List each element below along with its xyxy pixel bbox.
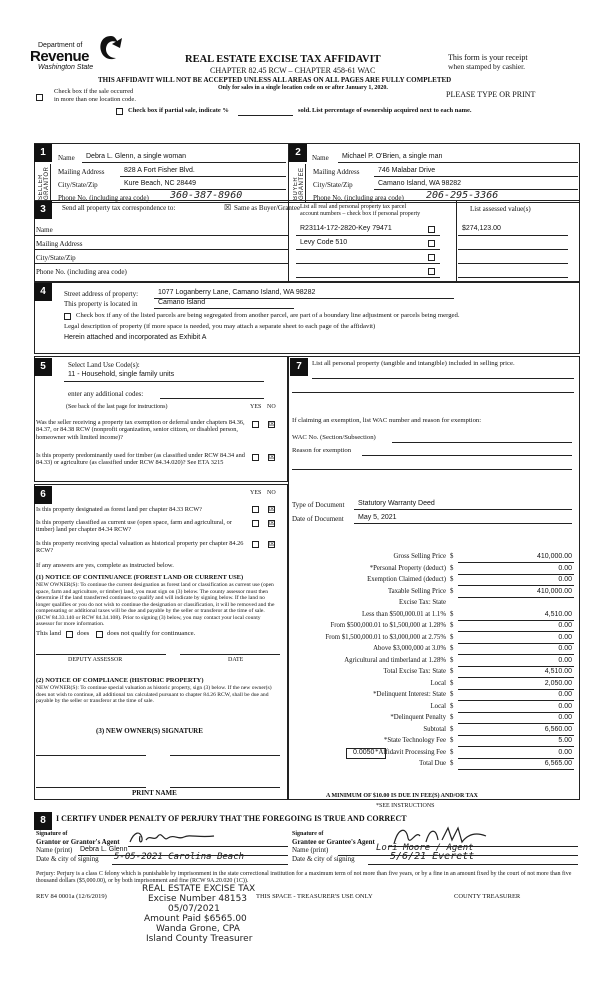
forest-question: Is this property designated as forest land per chapter 84.33 RCW?	[36, 506, 202, 513]
yes-header: YES	[250, 404, 262, 410]
no-header-6: NO	[267, 490, 276, 496]
tax-row-value[interactable]: 6,565.00	[544, 760, 572, 767]
tax-row-value[interactable]: 0.00	[558, 576, 572, 583]
tax-row-label: Less than $500,000.01 at 1.1%	[361, 610, 446, 618]
grantor-date-city[interactable]: 5-05-2021 Carolina Beach	[114, 852, 245, 862]
tax-row-label: *Affidavit Processing Fee	[375, 748, 446, 756]
exemption-claim-label: If claiming an exemption, list WAC number and reason for exemption:	[292, 417, 482, 424]
tax-row-currency: $	[450, 610, 454, 618]
located-in-label: This property is located in	[64, 300, 138, 308]
form-number: REV 84 0001a (12/6/2019)	[36, 893, 107, 900]
tax-row-label: Exemption Claimed (deduct)	[367, 576, 446, 583]
wac-label: WAC No. (Section/Subsection)	[292, 434, 376, 441]
tax-name-label: Name	[36, 226, 53, 234]
street-address-label: Street address of property:	[64, 290, 139, 298]
stamp-date: 05/07/2021	[168, 904, 220, 914]
stamp-treasurer-title: Island County Treasurer	[146, 934, 253, 944]
current-use-no-checkbox[interactable]: ☒	[269, 519, 276, 527]
grantor-date-label: Date & city of signing	[36, 855, 99, 863]
tax-row-value[interactable]: 0.00	[558, 748, 572, 756]
this-land-label: This land	[36, 630, 62, 637]
stamp-excise-number: Excise Number 48153	[148, 894, 248, 904]
tax-row-value[interactable]: 410,000.00	[536, 587, 572, 595]
tax-row-currency: $	[450, 622, 454, 629]
same-as-buyer-label: Same as Buyer/Grantee	[234, 204, 301, 212]
print-name-label: PRINT NAME	[132, 789, 177, 797]
section-5-number: 5	[34, 358, 52, 376]
personal-property-checkbox[interactable]	[428, 268, 435, 275]
section-7-number: 7	[290, 358, 308, 376]
partial-sale-label: Check box if partial sale, indicate %	[128, 107, 229, 114]
grantor-signature-label-2: Grantor or Grantor's Agent	[36, 838, 120, 846]
land-use-label: Select Land Use Code(s):	[68, 361, 140, 369]
tax-row-currency: $	[450, 714, 454, 721]
does-label: does	[77, 630, 90, 637]
same-as-buyer-checkbox[interactable]: ☒	[224, 203, 232, 212]
multi-location-checkbox[interactable]	[36, 94, 43, 101]
tax-row-value[interactable]: 0.00	[558, 564, 572, 572]
tax-row-label: Local	[430, 702, 446, 710]
partial-sale-sold: sold.	[298, 107, 311, 114]
tax-row-currency: $	[450, 760, 454, 767]
q1-yes-checkbox[interactable]	[252, 421, 259, 428]
land-does-not-checkbox[interactable]	[96, 631, 103, 638]
tax-phone-label: Phone No. (including area code)	[36, 268, 127, 276]
section-1-number: 1	[34, 144, 52, 162]
tax-row-label: From $500,000.01 to $1,500,000 at 1.28%	[330, 622, 446, 629]
tax-row-currency: $	[450, 737, 454, 744]
historic-yes-checkbox[interactable]	[252, 541, 259, 548]
seller-side-label: SELLER GRANTOR	[38, 166, 50, 200]
property-street-address[interactable]: 1077 Loganberry Lane, Camano Island, WA 98282	[158, 289, 316, 296]
buyer-phone[interactable]: 206-295-3366	[426, 190, 499, 201]
county-treasurer-label: COUNTY TREASURER	[454, 893, 521, 900]
tax-row-label: Total Due	[419, 760, 446, 767]
parcel-number[interactable]: Levy Code 510	[300, 239, 348, 246]
section-8-number: 8	[34, 812, 52, 830]
logo-state: Washington State	[38, 64, 94, 71]
continuance-body: NEW OWNER(S): To continue the current designation as forest land or classification as current use (open space, farm and agriculture, or timber) land, you must sign on (3) below. The county assessor must then determine if the land transferred continues to qualify and will indicate by signing below. If the land no longer qualifies or you do not wish to continue the designation or classification, it will be removed and the compensating or additional taxes will be due and payable by the seller or transferor at the time of sale. (RCW 84.33.140 or RCW 84.34.108). Prior to signing (3) below, you may contact your local county assessor for more information.	[36, 582, 275, 627]
tax-row-value[interactable]: 410,000.00	[536, 553, 572, 560]
historic-compliance-body: NEW OWNER(S): To continue special valuation as historic property, sign (3) below. If the new owner(s) does not wish to continue, all additional tax calculated pursuant to chapter 84.26 RCW, shall be due and payable by the seller or transferor at the time of sale.	[36, 685, 272, 704]
new-owner-signature-label: (3) NEW OWNER(S) SIGNATURE	[96, 727, 203, 735]
send-correspondence-label: Send all property tax correspondence to:	[62, 204, 176, 212]
form-title: REAL ESTATE EXCISE TAX AFFIDAVIT	[185, 54, 381, 65]
deputy-assessor-label: DEPUTY ASSESSOR	[68, 657, 123, 663]
parcel-number[interactable]: R23114-172-2820-Key 79471	[300, 225, 392, 232]
tax-row-value[interactable]: 5.00	[558, 737, 572, 744]
segregated-checkbox[interactable]	[64, 313, 71, 320]
single-location-note: Only for sales in a single location code on or after January 1, 2020.	[218, 85, 388, 91]
timber-question: Is this property predominantly used for timber (as classified under RCW 84.34 and 84.33) or agriculture (as classified under RCW 84.34.020)? See ETA 3215	[36, 452, 245, 467]
section-3-number: 3	[34, 201, 52, 219]
grantee-name[interactable]: Lori Moore / Agent	[376, 843, 474, 853]
local-rate-value[interactable]: 0.0050	[353, 749, 375, 756]
tax-row-label: *Delinquent Penalty	[390, 714, 446, 721]
historic-no-checkbox[interactable]: ☒	[269, 540, 276, 548]
tax-row-label: Agricultural and timberland at 1.28%	[344, 656, 446, 664]
seller-name[interactable]: Debra L. Glenn, a single woman	[86, 153, 186, 160]
tax-row-label: Subtotal	[423, 725, 446, 733]
q1-no-checkbox[interactable]: ☒	[269, 420, 276, 428]
tax-city-label: City/State/Zip	[36, 254, 76, 262]
form-chapter: CHAPTER 82.45 RCW – CHAPTER 458-61 WAC	[210, 66, 376, 75]
seller-phone[interactable]: 360-387-8960	[170, 190, 243, 201]
see-back-note: (See back of the last page for instructions)	[66, 404, 168, 410]
ownership-note: List percentage of ownership acquired next to each name.	[312, 107, 472, 114]
forest-no-checkbox[interactable]: ☒	[269, 505, 276, 513]
parcel-header-1: List all real and personal property tax parcel	[300, 204, 407, 210]
doc-type-label: Type of Document	[292, 501, 345, 509]
doc-date-value[interactable]: May 5, 2021	[358, 514, 397, 521]
section-6-number: 6	[34, 486, 52, 504]
tax-row-currency: $	[450, 702, 454, 710]
seller-city-label: City/State/Zip	[58, 181, 98, 189]
partial-sale-checkbox[interactable]	[116, 108, 123, 115]
seller-mailing-address[interactable]: 828 A Fort Fisher Blvd.	[124, 167, 195, 174]
grantee-signature-label-1: Signature of	[292, 831, 324, 837]
assessed-value[interactable]: $274,123.00	[462, 225, 501, 232]
tax-row-currency: $	[450, 725, 454, 733]
logo-dept-line: Department of	[38, 42, 83, 49]
buyer-name-label: Name	[312, 154, 329, 162]
section-4-number: 4	[34, 283, 52, 301]
grantor-name-label: Name (print)	[36, 846, 73, 854]
stamp-treasurer-name: Wanda Grone, CPA	[156, 924, 240, 934]
legal-description[interactable]: Herein attached and incorporated as Exhibit A	[64, 334, 207, 341]
land-use-code[interactable]: 11 - Household, single family units	[68, 371, 175, 378]
dor-swoosh-icon	[98, 34, 124, 62]
tax-row-label: From $1,500,000.01 to $3,000,000 at 2.75%	[325, 633, 446, 641]
tax-row-label: *Personal Property (deduct)	[369, 564, 446, 572]
tax-row-label: Excise Tax: State	[399, 599, 446, 606]
current-use-question: Is this property classified as current use (open space, farm and agricultural, or timber) land per chapter 84.34 RCW?	[36, 519, 232, 534]
minimum-fee-note: A MINIMUM OF $10.00 IS DUE IN FEE(S) AND/OR TAX	[326, 793, 478, 799]
tax-row-currency: $	[450, 691, 454, 698]
treasurer-use-label: THIS SPACE - TREASURER'S USE ONLY	[256, 893, 373, 900]
tax-row-value[interactable]: 0.00	[558, 656, 572, 664]
buyer-side-label: BUYER GRANTEE	[293, 167, 305, 200]
reason-label: Reason for exemption	[292, 447, 352, 454]
tax-mailing-label: Mailing Address	[36, 240, 83, 248]
legal-description-label: Legal description of property (if more space is needed, you may attach a separate sheet to each page of the affidavit)	[64, 323, 376, 330]
segregated-label: Check box if any of the listed parcels are being segregated from another parcel, are part of a boundary line adjustment or parcels being merged.	[76, 312, 460, 319]
grantee-date-city[interactable]: 5/6/21 Everett	[390, 851, 475, 862]
grantor-signature-label-1: Signature of	[36, 831, 68, 837]
yes-header-6: YES	[250, 490, 262, 496]
tax-row-currency: $	[450, 656, 454, 664]
tax-row-currency: $	[450, 748, 454, 756]
tax-row-value[interactable]: 0.00	[558, 691, 572, 698]
tax-row-value[interactable]: 6,560.00	[544, 725, 572, 733]
tax-row-currency: $	[450, 576, 454, 583]
perjury-statement: Perjury: Perjury is a class C felony which is punishable by imprisonment in the state correctional institution for a maximum term of not more than five years, or by a fine in an amount fixed by the court of not more than five thousand dollars ($5,000.00), or by both imprisonment and fine (RCW 9A.20.020 (1C)).	[36, 871, 572, 884]
tax-row-currency: $	[450, 633, 454, 641]
parcel-header-2: account numbers – check box if personal property	[300, 211, 421, 217]
personal-property-checkbox[interactable]	[428, 254, 435, 261]
grantor-name[interactable]: Debra L. Glenn	[80, 846, 128, 853]
no-header: NO	[267, 404, 276, 410]
additional-codes-label: enter any additional codes:	[68, 390, 144, 398]
q2-yes-checkbox[interactable]	[252, 454, 259, 461]
personal-property-checkbox[interactable]	[428, 226, 435, 233]
receipt-note-1: This form is your receipt	[448, 53, 528, 62]
type-or-print-note: PLEASE TYPE OR PRINT	[446, 90, 536, 99]
buyer-mailing-address[interactable]: 746 Malabar Drive	[378, 167, 436, 174]
stamp-line-1: REAL ESTATE EXCISE TAX	[142, 884, 256, 894]
land-does-checkbox[interactable]	[66, 631, 73, 638]
tax-row-currency: $	[450, 587, 454, 595]
receipt-note-2: when stamped by cashier.	[448, 62, 526, 71]
forest-yes-checkbox[interactable]	[252, 506, 259, 513]
assessed-header: List assessed value(s)	[470, 205, 531, 213]
tax-row-value[interactable]: 0.00	[558, 645, 572, 652]
grantee-date-label: Date & city of signing	[292, 855, 355, 863]
if-yes-note: If any answers are yes, complete as instructed below.	[36, 562, 174, 569]
seller-phone-label: Phone No. (including area code)	[58, 194, 149, 202]
completion-warning: THIS AFFIDAVIT WILL NOT BE ACCEPTED UNLESS ALL AREAS ON ALL PAGES ARE FULLY COMPLETED	[98, 76, 452, 84]
tax-row-label: Taxable Selling Price	[387, 587, 446, 595]
tax-row-currency: $	[450, 668, 454, 675]
exemption-question: Was the seller receiving a property tax exemption or deferral under chapters 84.36, 84.37, or 84.38 RCW (nonprofit organization, senior citizen, or disabled person, homeowner with limited income)?	[36, 419, 245, 441]
q2-no-checkbox[interactable]: ☒	[269, 453, 276, 461]
tax-row-currency: $	[450, 564, 454, 572]
tax-row-label: Total Excise Tax: State	[383, 668, 446, 675]
historic-question: Is this property receiving special valuation as historical property per chapter 84.26 RCW?	[36, 540, 244, 555]
buyer-city[interactable]: Camano Island, WA 98282	[378, 180, 462, 187]
buyer-name[interactable]: Michael P. O'Brien, a single man	[342, 153, 443, 160]
tax-row-value[interactable]: 4,510.00	[544, 668, 572, 675]
multi-location-label-1: Check box if the sale occurred	[54, 88, 134, 95]
buyer-city-label: City/State/Zip	[313, 181, 353, 189]
logo-revenue: Revenue	[30, 48, 90, 65]
assessor-date-label: DATE	[228, 657, 244, 663]
doc-date-label: Date of Document	[292, 515, 344, 523]
grantee-name-label: Name (print)	[292, 846, 329, 854]
section-2-number: 2	[289, 144, 307, 162]
doc-type-value[interactable]: Statutory Warranty Deed	[358, 500, 435, 507]
tax-row-label: Gross Selling Price	[393, 553, 446, 560]
tax-row-value[interactable]: 0.00	[558, 714, 572, 721]
grantor-signature-icon[interactable]	[128, 828, 218, 848]
tax-row-label: *State Technology Fee	[383, 737, 446, 744]
tax-row-value[interactable]: 4,510.00	[544, 610, 572, 618]
tax-row-currency: $	[450, 553, 454, 560]
tax-row-value[interactable]: 0.00	[558, 633, 572, 641]
personal-property-checkbox[interactable]	[428, 240, 435, 247]
property-location[interactable]: Camano Island	[158, 299, 206, 306]
seller-name-label: Name	[58, 154, 75, 162]
seller-city[interactable]: Kure Beach, NC 28449	[124, 180, 196, 187]
tax-row-currency: $	[450, 679, 454, 687]
seller-mailing-label: Mailing Address	[58, 168, 105, 176]
see-instructions-note: *SEE INSTRUCTIONS	[376, 803, 435, 809]
multi-location-label-2: in more than one location code.	[54, 96, 136, 103]
tax-row-currency: $	[450, 645, 454, 652]
tax-row-value[interactable]: 2,050.00	[544, 679, 572, 687]
does-not-label: does not qualify for continuance.	[107, 630, 196, 637]
buyer-phone-label: Phone No. (including area code)	[313, 194, 404, 202]
grantee-signature-label-2: Grantee or Grantee's Agent	[292, 838, 375, 846]
personal-property-label: List all personal property (tangible and intangible) included in selling price.	[312, 360, 515, 367]
current-use-yes-checkbox[interactable]	[252, 520, 259, 527]
tax-row-label: Local	[430, 679, 446, 687]
tax-row-label: Above $3,000,000 at 3.0%	[373, 645, 446, 652]
stamp-amount-paid: Amount Paid $6565.00	[144, 914, 247, 924]
buyer-mailing-label: Mailing Address	[313, 168, 360, 176]
tax-row-label: *Delinquent Interest: State	[373, 691, 446, 698]
historic-compliance-title: (2) NOTICE OF COMPLIANCE (HISTORIC PROPERTY)	[36, 677, 204, 684]
tax-row-value[interactable]: 0.00	[558, 622, 572, 629]
continuance-title: (1) NOTICE OF CONTINUANCE (FOREST LAND OR CURRENT USE)	[36, 574, 244, 581]
tax-row-value[interactable]: 0.00	[558, 702, 572, 710]
certify-statement: I CERTIFY UNDER PENALTY OF PERJURY THAT THE FOREGOING IS TRUE AND CORRECT	[56, 814, 407, 823]
